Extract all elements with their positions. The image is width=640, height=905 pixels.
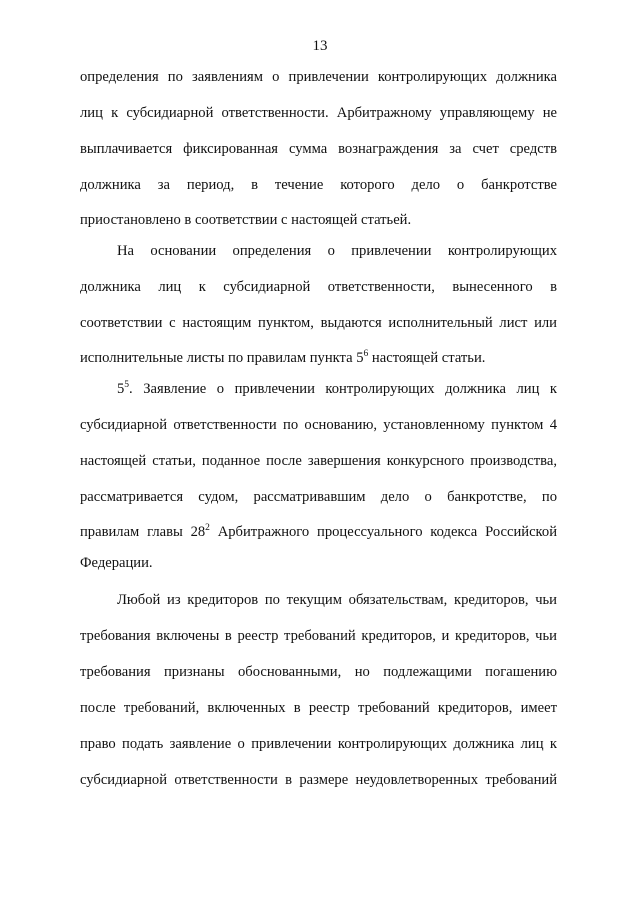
text-line: приостановлено в соответствии с настоящей статьей. bbox=[80, 212, 412, 228]
text-line bbox=[80, 522, 557, 542]
text-run: правилам главы 28 bbox=[80, 524, 206, 540]
superscript: 2 bbox=[205, 523, 210, 533]
paragraph-first-line bbox=[117, 379, 557, 399]
paragraph-first-line: На основании определения о привлечении контролирующих bbox=[117, 243, 557, 259]
paragraph-first-line: Любой из кредиторов по текущим обязательствам, кредиторов, чьи bbox=[117, 592, 557, 608]
text-line: лиц к субсидиарной ответственности. Арбитражному управляющему не bbox=[80, 105, 557, 121]
text-line: после требований, включенных в реестр требований кредиторов, имеет bbox=[80, 700, 557, 716]
superscript: 5 bbox=[124, 380, 130, 390]
text-line: требования включены в реестр требований кредиторов, и кредиторов, чьи bbox=[80, 628, 557, 644]
text-line: право подать заявление о привлечении контролирующих должника лиц к bbox=[80, 736, 557, 752]
text-run: исполнительные листы по правилам пункта 5 bbox=[80, 350, 364, 366]
text-run: . Заявление о привлечении контролирующих должника лиц к bbox=[129, 381, 557, 397]
text-run: настоящей статьи. bbox=[368, 350, 486, 366]
text-line: определения по заявлениям о привлечении контролирующих должника bbox=[80, 69, 557, 85]
text-line: должника за период, в течение которого дело о банкротстве bbox=[80, 177, 557, 193]
text-line: должника лиц к субсидиарной ответственности, вынесенного в bbox=[80, 279, 557, 295]
text-line: субсидиарной ответственности по основанию, установленному пунктом 4 bbox=[80, 417, 557, 433]
text-line: рассматривается судом, рассматривавшим дело о банкротстве, по bbox=[80, 489, 557, 505]
section-number: 5 bbox=[117, 381, 125, 397]
text-line: настоящей статьи, поданное после завершения конкурсного производства, bbox=[80, 453, 557, 469]
text-line bbox=[80, 348, 557, 368]
superscript: 6 bbox=[363, 349, 369, 359]
text-line: субсидиарной ответственности в размере неудовлетворенных требований bbox=[80, 772, 557, 788]
text-line: соответствии с настоящим пунктом, выдаются исполнительный лист или bbox=[80, 315, 557, 331]
text-line: выплачивается фиксированная сумма вознаграждения за счет средств bbox=[80, 141, 557, 157]
text-run: Арбитражного процессуального кодекса Российской bbox=[209, 524, 557, 540]
page-number: 13 bbox=[312, 38, 328, 54]
text-line: Федерации. bbox=[80, 555, 153, 571]
text-line: требования признаны обоснованными, но подлежащими погашению bbox=[80, 664, 557, 680]
